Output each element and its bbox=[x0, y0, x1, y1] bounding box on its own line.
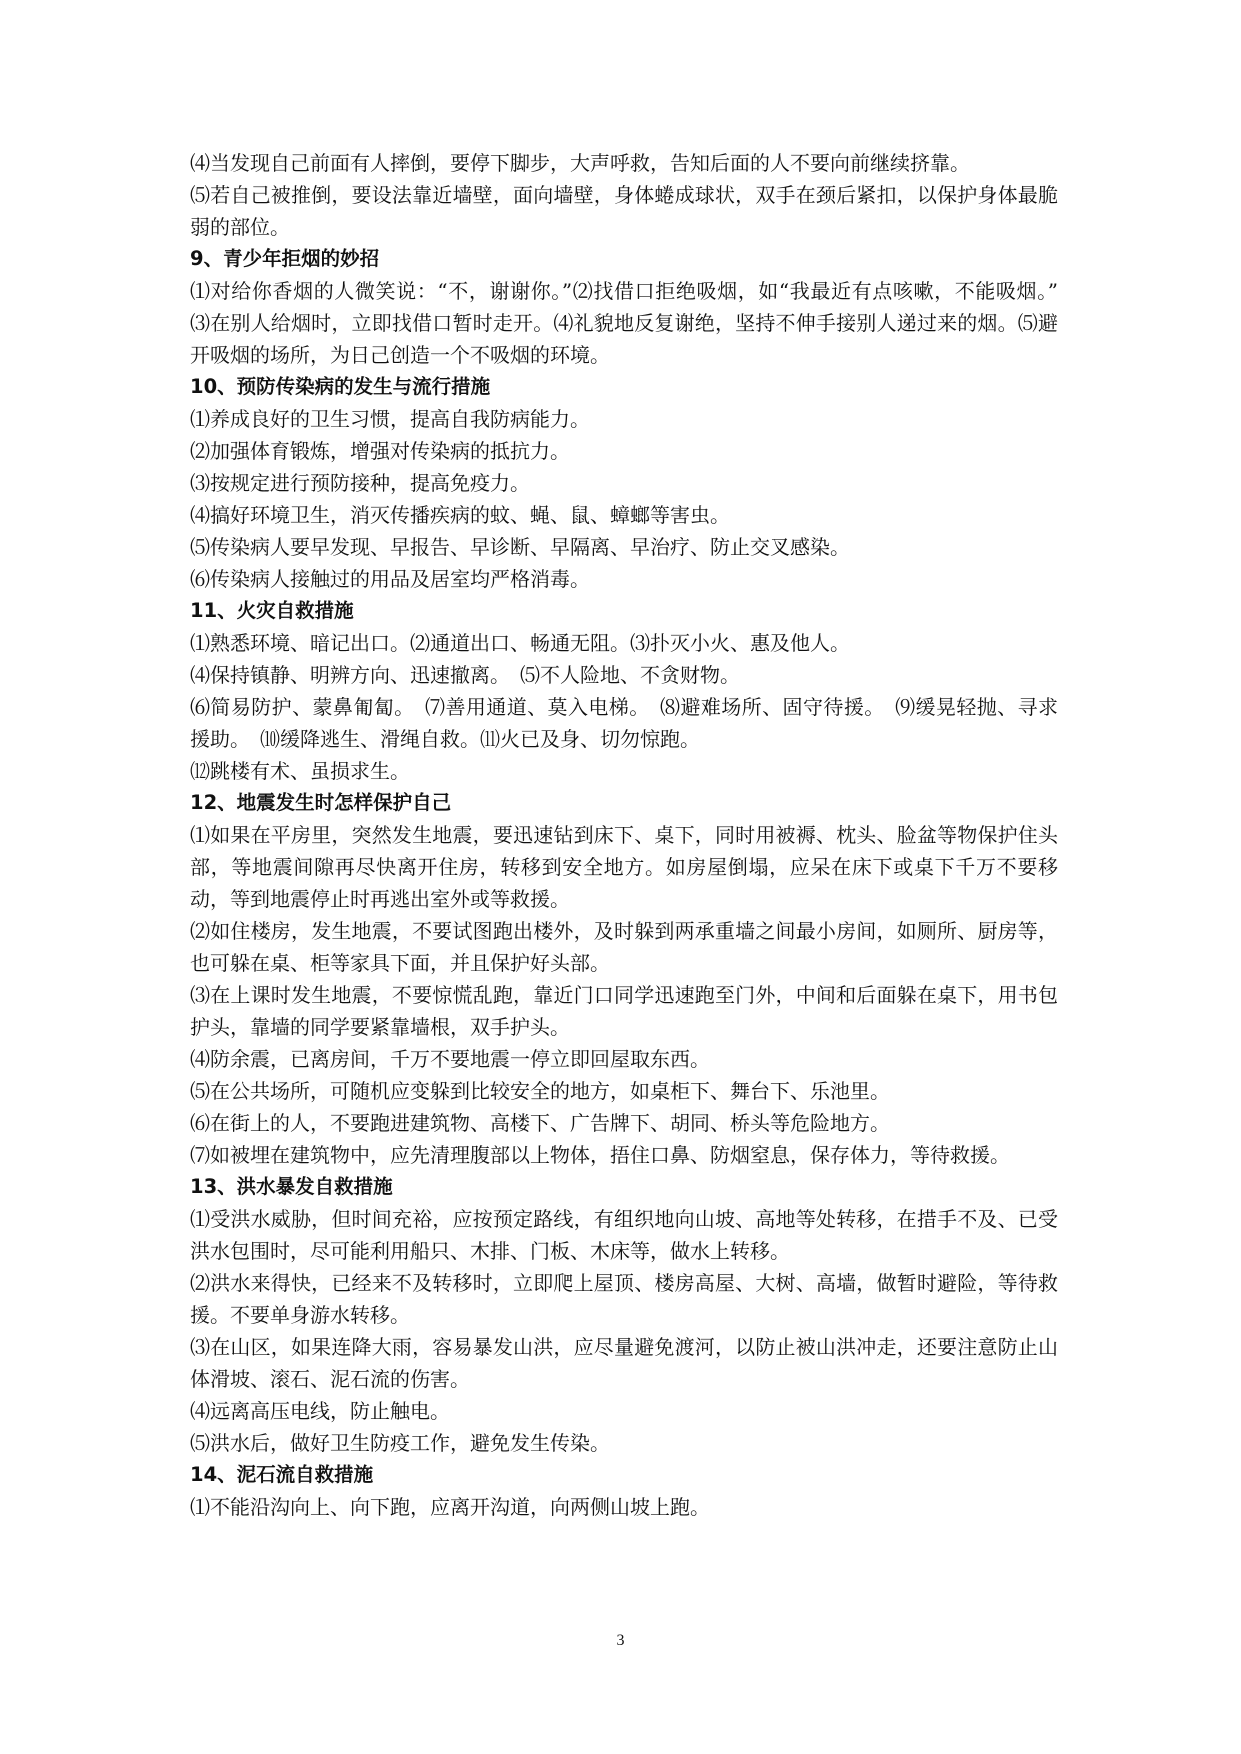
section-heading: 10、预防传染病的发生与流行措施 bbox=[190, 375, 491, 398]
paragraph: ⑸在公共场所，可随机应变躲到比较安全的地方，如桌柜下、舞台下、乐池里。 bbox=[190, 1079, 890, 1103]
paragraph: ⑶在上课时发生地震，不要惊慌乱跑，靠近门口同学迅速跑至门外，中间和后面躲在桌下，用书包护头，靠墙的同学要紧靠墙根，双手护头。 bbox=[190, 983, 1058, 1039]
paragraph: ⑴对给你香烟的人微笑说：“不，谢谢你。”⑵找借口拒绝吸烟，如“我最近有点咳嗽，不能吸烟。” ⑶在别人给烟时，立即找借口暂时走开。⑷礼貌地反复谢绝，坚持不伸手接别人递过来的烟。⑸避开吸烟的场所，为日己创造一个不吸烟的环境。 bbox=[190, 279, 1078, 367]
section-heading: 11、火灾自救措施 bbox=[190, 599, 354, 622]
section-heading: 9、青少年拒烟的妙招 bbox=[190, 247, 380, 270]
section-heading: 13、洪水暴发自救措施 bbox=[190, 1175, 393, 1198]
paragraph: ⑸传染病人要早发现、早报告、早诊断、早隔离、早治疗、防止交叉感染。 bbox=[190, 535, 850, 559]
paragraph: ⑵如住楼房，发生地震，不要试图跑出楼外，及时躲到两承重墙之间最小房间，如厕所、厨房等，也可躲在桌、柜等家具下面，并且保护好头部。 bbox=[190, 919, 1058, 975]
paragraph: ⑷保持镇静、明辨方向、迅速撤离。 ⑸不人险地、不贪财物。 bbox=[190, 663, 740, 687]
paragraph: ⑹传染病人接触过的用品及居室均严格消毒。 bbox=[190, 567, 590, 591]
paragraph: ⑷远离高压电线，防止触电。 bbox=[190, 1399, 450, 1423]
paragraph: ⑹简易防护、蒙鼻匍匐。 ⑺善用通道、莫入电梯。 ⑻避难场所、固守待援。 ⑼缓晃轻抛、寻求援助。 ⑽缓降逃生、滑绳自救。⑾火已及身、切勿惊跑。 bbox=[190, 695, 1058, 751]
paragraph: ⑴受洪水威胁，但时间充裕，应按预定路线，有组织地向山坡、高地等处转移，在措手不及、已受洪水包围时，尽可能利用船只、木排、门板、木床等，做水上转移。 bbox=[190, 1207, 1058, 1263]
paragraph: ⑸洪水后，做好卫生防疫工作，避免发生传染。 bbox=[190, 1431, 610, 1455]
paragraph: ⑷搞好环境卫生，消灭传播疾病的蚊、蝇、鼠、蟑螂等害虫。 bbox=[190, 503, 730, 527]
paragraph: ⑶按规定进行预防接种，提高免疫力。 bbox=[190, 471, 530, 495]
paragraph: ⑴养成良好的卫生习惯，提高自我防病能力。 bbox=[190, 407, 590, 431]
paragraph: ⑵加强体育锻炼，增强对传染病的抵抗力。 bbox=[190, 439, 570, 463]
paragraph: ⑷当发现自己前面有人摔倒，要停下脚步，大声呼救，告知后面的人不要向前继续挤靠。 bbox=[190, 151, 970, 175]
document-body bbox=[190, 147, 1078, 1523]
paragraph: ⑸若自己被推倒，要设法靠近墙壁，面向墙壁，身体蜷成球状，双手在颈后紧扣，以保护身体最脆弱的部位。 bbox=[190, 183, 1058, 239]
section-heading: 12、地震发生时怎样保护自己 bbox=[190, 791, 452, 814]
paragraph: ⑴熟悉环境、暗记出口。⑵通道出口、畅通无阻。⑶扑灭小火、惠及他人。 bbox=[190, 631, 850, 655]
paragraph: ⑴不能沿沟向上、向下跑，应离开沟道，向两侧山坡上跑。 bbox=[190, 1495, 710, 1519]
section-heading: 14、泥石流自救措施 bbox=[190, 1463, 374, 1486]
paragraph: ⑵洪水来得快，已经来不及转移时，立即爬上屋顶、楼房高屋、大树、高墙，做暂时避险，等待救援。不要单身游水转移。 bbox=[190, 1271, 1058, 1327]
paragraph: ⑹在街上的人，不要跑进建筑物、高楼下、广告牌下、胡同、桥头等危险地方。 bbox=[190, 1111, 890, 1135]
paragraph: ⑴如果在平房里，突然发生地震，要迅速钻到床下、桌下，同时用被褥、枕头、脸盆等物保护住头部，等地震间隙再尽快离开住房，转移到安全地方。如房屋倒塌，应呆在床下或桌下千万不要移动，等到地震停止时再逃出室外或等救援。 bbox=[190, 823, 1058, 911]
paragraph: ⑶在山区，如果连降大雨，容易暴发山洪，应尽量避免渡河，以防止被山洪冲走，还要注意防止山体滑坡、滚石、泥石流的伤害。 bbox=[190, 1335, 1058, 1391]
paragraph: ⑺如被埋在建筑物中，应先清理腹部以上物体，捂住口鼻、防烟窒息，保存体力，等待救援。 bbox=[190, 1143, 1010, 1167]
paragraph: ⑿跳楼有术、虽损求生。 bbox=[190, 759, 410, 783]
paragraph: ⑷防余震，已离房间，千万不要地震一停立即回屋取东西。 bbox=[190, 1047, 710, 1071]
page-number: 3 bbox=[616, 1632, 625, 1649]
